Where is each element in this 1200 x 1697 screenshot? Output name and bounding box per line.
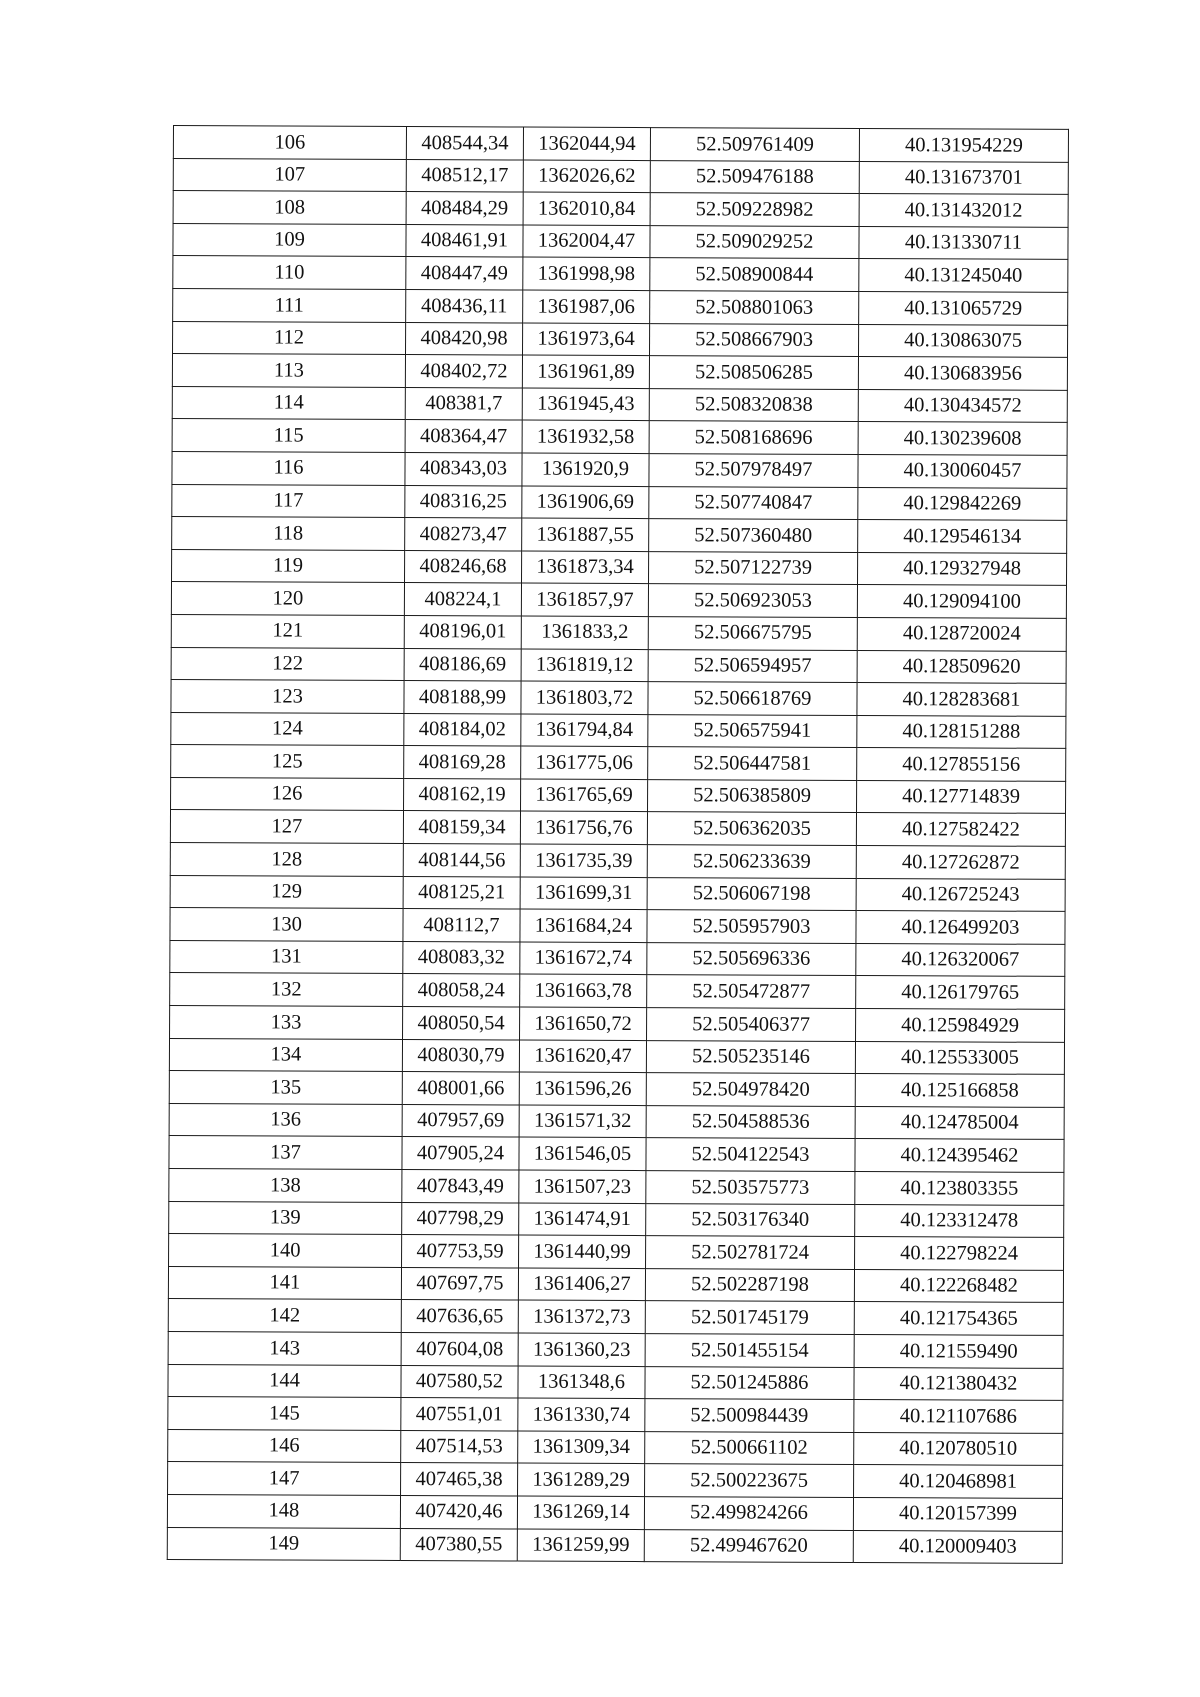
latitude-cell: 52.502781724 [646,1236,855,1270]
x-coordinate-cell: 408162,19 [404,778,521,811]
x-coordinate-cell: 408544,34 [406,127,523,160]
latitude-cell: 52.505696336 [647,942,856,976]
point-number-cell: 137 [169,1136,402,1170]
y-coordinate-cell: 1362026,62 [523,160,650,193]
point-number-cell: 114 [172,386,405,420]
x-coordinate-cell: 408402,72 [405,355,522,388]
longitude-cell: 40.128509620 [857,650,1066,684]
x-coordinate-cell: 407753,59 [402,1235,519,1268]
longitude-cell: 40.126499203 [856,911,1065,945]
y-coordinate-cell: 1361372,73 [518,1300,645,1333]
longitude-cell: 40.122798224 [855,1237,1064,1271]
x-coordinate-cell: 407580,52 [401,1365,518,1398]
longitude-cell: 40.130060457 [858,454,1067,488]
point-number-cell: 119 [172,549,405,583]
x-coordinate-cell: 408001,66 [402,1072,519,1105]
latitude-cell: 52.500661102 [645,1431,854,1465]
point-number-cell: 141 [168,1266,401,1300]
y-coordinate-cell: 1361887,55 [522,518,649,551]
point-number-cell: 111 [173,288,406,322]
latitude-cell: 52.509761409 [650,128,859,162]
longitude-cell: 40.125984929 [856,1009,1065,1043]
point-number-cell: 123 [171,680,404,714]
longitude-cell: 40.121107686 [854,1400,1063,1434]
y-coordinate-cell: 1362010,84 [523,192,650,225]
latitude-cell: 52.509476188 [650,160,859,194]
table-row [170,843,1065,879]
longitude-cell: 40.130683956 [858,357,1067,391]
table-row [167,1527,1062,1563]
table-row [170,973,1065,1009]
point-number-cell: 107 [173,158,406,192]
table-row [170,1006,1065,1042]
point-number-cell: 106 [173,126,406,160]
y-coordinate-cell: 1361596,26 [519,1072,646,1105]
point-number-cell: 133 [170,1006,403,1040]
table-row [171,647,1066,683]
longitude-cell: 40.120157399 [853,1497,1062,1531]
table-row [172,451,1067,487]
latitude-cell: 52.506233639 [647,845,856,879]
y-coordinate-cell: 1362044,94 [523,127,650,160]
x-coordinate-cell: 408436,11 [406,289,523,322]
latitude-cell: 52.506923053 [648,584,857,618]
y-coordinate-cell: 1361289,29 [518,1463,645,1496]
point-number-cell: 146 [168,1429,401,1463]
latitude-cell: 52.501745179 [645,1301,854,1335]
x-coordinate-cell: 407604,08 [401,1332,518,1365]
y-coordinate-cell: 1361672,74 [520,942,647,975]
x-coordinate-cell: 408461,91 [406,224,523,257]
table-row [171,582,1066,618]
latitude-cell: 52.505957903 [647,910,856,944]
longitude-cell: 40.131954229 [859,128,1068,162]
table-row [171,777,1066,813]
longitude-cell: 40.130239608 [858,422,1067,456]
y-coordinate-cell: 1361819,12 [521,649,648,682]
longitude-cell: 40.131065729 [859,291,1068,325]
y-coordinate-cell: 1361360,23 [518,1333,645,1366]
point-number-cell: 139 [169,1201,402,1235]
latitude-cell: 52.506447581 [648,747,857,781]
table-row [168,1299,1063,1335]
x-coordinate-cell: 408512,17 [406,159,523,192]
longitude-cell: 40.121754365 [854,1302,1063,1336]
longitude-cell: 40.131330711 [859,226,1068,260]
table-row [172,354,1067,390]
x-coordinate-cell: 408484,29 [406,192,523,225]
x-coordinate-cell: 408316,25 [405,485,522,518]
point-number-cell: 131 [170,940,403,974]
point-number-cell: 136 [169,1103,402,1137]
latitude-cell: 52.506385809 [648,779,857,813]
longitude-cell: 40.127262872 [856,846,1065,880]
latitude-cell: 52.506362035 [647,812,856,846]
y-coordinate-cell: 1361663,78 [520,974,647,1007]
y-coordinate-cell: 1361775,06 [521,746,648,779]
latitude-cell: 52.507978497 [649,454,858,488]
y-coordinate-cell: 1361699,31 [520,877,647,910]
x-coordinate-cell: 408125,21 [403,876,520,909]
table-row [168,1331,1063,1367]
longitude-cell: 40.125166858 [855,1074,1064,1108]
x-coordinate-cell: 407697,75 [401,1267,518,1300]
longitude-cell: 40.122268482 [854,1269,1063,1303]
latitude-cell: 52.506575941 [648,714,857,748]
longitude-cell: 40.129842269 [858,487,1067,521]
point-number-cell: 144 [168,1364,401,1398]
x-coordinate-cell: 408273,47 [405,518,522,551]
latitude-cell: 52.506067198 [647,877,856,911]
latitude-cell: 52.509228982 [650,193,859,227]
y-coordinate-cell: 1361440,99 [519,1235,646,1268]
y-coordinate-cell: 1361330,74 [518,1398,645,1431]
y-coordinate-cell: 1361684,24 [520,909,647,942]
y-coordinate-cell: 1361406,27 [518,1268,645,1301]
table-row [169,1168,1064,1204]
table-row [169,1071,1064,1107]
x-coordinate-cell: 407465,38 [401,1463,518,1496]
x-coordinate-cell: 407380,55 [400,1528,517,1561]
latitude-cell: 52.500984439 [645,1399,854,1433]
table-row [173,288,1068,324]
longitude-cell: 40.126725243 [856,878,1065,912]
x-coordinate-cell: 407514,53 [401,1430,518,1463]
point-number-cell: 118 [172,517,405,551]
point-number-cell: 147 [168,1462,401,1496]
x-coordinate-cell: 408188,99 [404,681,521,714]
latitude-cell: 52.501245886 [645,1366,854,1400]
y-coordinate-cell: 1361920,9 [522,453,649,486]
latitude-cell: 52.500223675 [645,1464,854,1498]
y-coordinate-cell: 1361650,72 [520,1007,647,1040]
y-coordinate-cell: 1361474,91 [519,1203,646,1236]
longitude-cell: 40.128283681 [857,683,1066,717]
x-coordinate-cell: 408186,69 [404,648,521,681]
y-coordinate-cell: 1361873,34 [522,551,649,584]
point-number-cell: 110 [173,256,406,290]
table-row [173,191,1068,227]
point-number-cell: 125 [171,745,404,779]
x-coordinate-cell: 408030,79 [402,1039,519,1072]
latitude-cell: 52.502287198 [645,1268,854,1302]
table-row [172,386,1067,422]
table-row [173,158,1068,194]
table-row [170,810,1065,846]
latitude-cell: 52.501455154 [645,1334,854,1368]
latitude-cell: 52.508667903 [649,323,858,357]
table-row [169,1038,1064,1074]
y-coordinate-cell: 1361620,47 [519,1040,646,1073]
y-coordinate-cell: 1361309,34 [518,1431,645,1464]
latitude-cell: 52.508801063 [650,291,859,325]
table-row [169,1234,1064,1270]
x-coordinate-cell: 408420,98 [406,322,523,355]
longitude-cell: 40.121559490 [854,1334,1063,1368]
y-coordinate-cell: 1361973,64 [522,323,649,356]
table-row [171,745,1066,781]
y-coordinate-cell: 1361546,05 [519,1137,646,1170]
latitude-cell: 52.508506285 [649,356,858,390]
y-coordinate-cell: 1361765,69 [521,779,648,812]
y-coordinate-cell: 1361998,98 [523,257,650,290]
table-row [173,321,1068,357]
latitude-cell: 52.507740847 [649,486,858,520]
point-number-cell: 112 [173,321,406,355]
table-row [169,1103,1064,1139]
x-coordinate-cell: 408159,34 [403,811,520,844]
longitude-cell: 40.128720024 [857,617,1066,651]
x-coordinate-cell: 408447,49 [406,257,523,290]
table-row [169,1136,1064,1172]
longitude-cell: 40.123803355 [855,1171,1064,1205]
table-row [168,1364,1063,1400]
longitude-cell: 40.121380432 [854,1367,1063,1401]
x-coordinate-cell: 408112,7 [403,909,520,942]
latitude-cell: 52.508168696 [649,421,858,455]
point-number-cell: 130 [170,908,403,942]
point-number-cell: 149 [167,1527,400,1561]
table-row [168,1397,1063,1433]
point-number-cell: 135 [169,1071,402,1105]
y-coordinate-cell: 1362004,47 [523,225,650,258]
point-number-cell: 140 [169,1234,402,1268]
table-row [173,223,1068,259]
longitude-cell: 40.123312478 [855,1204,1064,1238]
latitude-cell: 52.506618769 [648,682,857,716]
table-row [170,875,1065,911]
table-row [167,1494,1062,1530]
table-row [173,256,1068,292]
table-row [172,517,1067,553]
latitude-cell: 52.504122543 [646,1138,855,1172]
y-coordinate-cell: 1361735,39 [520,844,647,877]
x-coordinate-cell: 408224,1 [404,583,521,616]
table-row [168,1462,1063,1498]
point-number-cell: 116 [172,451,405,485]
latitude-cell: 52.508320838 [649,388,858,422]
x-coordinate-cell: 407798,29 [402,1202,519,1235]
x-coordinate-cell: 407636,65 [401,1300,518,1333]
point-number-cell: 120 [171,582,404,616]
x-coordinate-cell: 408144,56 [403,844,520,877]
point-number-cell: 124 [171,712,404,746]
x-coordinate-cell: 408169,28 [404,746,521,779]
latitude-cell: 52.509029252 [650,225,859,259]
y-coordinate-cell: 1361906,69 [522,486,649,519]
latitude-cell: 52.503575773 [646,1171,855,1205]
point-number-cell: 108 [173,191,406,225]
longitude-cell: 40.127582422 [856,813,1065,847]
point-number-cell: 117 [172,484,405,518]
y-coordinate-cell: 1361756,76 [520,811,647,844]
table-row [171,712,1066,748]
point-number-cell: 138 [169,1168,402,1202]
longitude-cell: 40.120468981 [854,1465,1063,1499]
point-number-cell: 134 [169,1038,402,1072]
y-coordinate-cell: 1361269,14 [517,1496,644,1529]
y-coordinate-cell: 1361507,23 [519,1170,646,1203]
latitude-cell: 52.506675795 [648,616,857,650]
y-coordinate-cell: 1361803,72 [521,681,648,714]
point-number-cell: 126 [171,777,404,811]
latitude-cell: 52.505472877 [647,975,856,1009]
x-coordinate-cell: 408058,24 [403,974,520,1007]
coordinates-table [167,125,1069,1564]
x-coordinate-cell: 408083,32 [403,941,520,974]
longitude-cell: 40.127714839 [857,780,1066,814]
longitude-cell: 40.131245040 [859,259,1068,293]
longitude-cell: 40.129094100 [857,585,1066,619]
table-row [168,1266,1063,1302]
longitude-cell: 40.126179765 [856,976,1065,1010]
point-number-cell: 122 [171,647,404,681]
x-coordinate-cell: 408343,03 [405,452,522,485]
table-row [172,419,1067,455]
latitude-cell: 52.499467620 [644,1529,853,1563]
longitude-cell: 40.125533005 [855,1041,1064,1075]
y-coordinate-cell: 1361932,58 [522,420,649,453]
y-coordinate-cell: 1361794,84 [521,714,648,747]
y-coordinate-cell: 1361961,89 [522,355,649,388]
point-number-cell: 142 [168,1299,401,1333]
latitude-cell: 52.503176340 [646,1203,855,1237]
point-number-cell: 143 [168,1331,401,1365]
y-coordinate-cell: 1361571,32 [519,1105,646,1138]
coordinates-table-body [167,126,1068,1564]
table-row [169,1201,1064,1237]
x-coordinate-cell: 408364,47 [405,420,522,453]
table-row [171,680,1066,716]
x-coordinate-cell: 408184,02 [404,713,521,746]
x-coordinate-cell: 407843,49 [402,1170,519,1203]
latitude-cell: 52.508900844 [650,258,859,292]
latitude-cell: 52.506594957 [648,649,857,683]
latitude-cell: 52.499824266 [644,1497,853,1531]
y-coordinate-cell: 1361857,97 [521,583,648,616]
point-number-cell: 109 [173,223,406,257]
table-row [170,908,1065,944]
longitude-cell: 40.127855156 [857,748,1066,782]
x-coordinate-cell: 408246,68 [405,550,522,583]
table-row [172,549,1067,585]
point-number-cell: 115 [172,419,405,453]
latitude-cell: 52.504588536 [646,1105,855,1139]
longitude-cell: 40.128151288 [857,715,1066,749]
latitude-cell: 52.504978420 [646,1073,855,1107]
longitude-cell: 40.130434572 [858,389,1067,423]
point-number-cell: 129 [170,875,403,909]
point-number-cell: 148 [167,1494,400,1528]
longitude-cell: 40.120009403 [853,1530,1062,1564]
point-number-cell: 128 [170,843,403,877]
longitude-cell: 40.130863075 [858,324,1067,358]
point-number-cell: 132 [170,973,403,1007]
latitude-cell: 52.505235146 [646,1040,855,1074]
table-row [168,1429,1063,1465]
y-coordinate-cell: 1361259,99 [517,1529,644,1562]
table-row [171,614,1066,650]
longitude-cell: 40.131673701 [859,161,1068,195]
table-row [172,484,1067,520]
point-number-cell: 113 [172,354,405,388]
x-coordinate-cell: 408196,01 [404,615,521,648]
x-coordinate-cell: 407551,01 [401,1398,518,1431]
point-number-cell: 121 [171,614,404,648]
longitude-cell: 40.129327948 [858,552,1067,586]
table-row [170,940,1065,976]
longitude-cell: 40.131432012 [859,194,1068,228]
longitude-cell: 40.124785004 [855,1106,1064,1140]
y-coordinate-cell: 1361833,2 [521,616,648,649]
longitude-cell: 40.120780510 [854,1432,1063,1466]
y-coordinate-cell: 1361945,43 [522,388,649,421]
longitude-cell: 40.124395462 [855,1139,1064,1173]
y-coordinate-cell: 1361987,06 [523,290,650,323]
x-coordinate-cell: 408381,7 [405,387,522,420]
x-coordinate-cell: 407957,69 [402,1104,519,1137]
latitude-cell: 52.507122739 [649,551,858,585]
x-coordinate-cell: 408050,54 [403,1007,520,1040]
longitude-cell: 40.126320067 [856,943,1065,977]
x-coordinate-cell: 407905,24 [402,1137,519,1170]
point-number-cell: 127 [170,810,403,844]
latitude-cell: 52.505406377 [647,1008,856,1042]
longitude-cell: 40.129546134 [858,520,1067,554]
x-coordinate-cell: 407420,46 [400,1495,517,1528]
y-coordinate-cell: 1361348,6 [518,1366,645,1399]
table-row [173,126,1068,162]
latitude-cell: 52.507360480 [649,519,858,553]
point-number-cell: 145 [168,1397,401,1431]
